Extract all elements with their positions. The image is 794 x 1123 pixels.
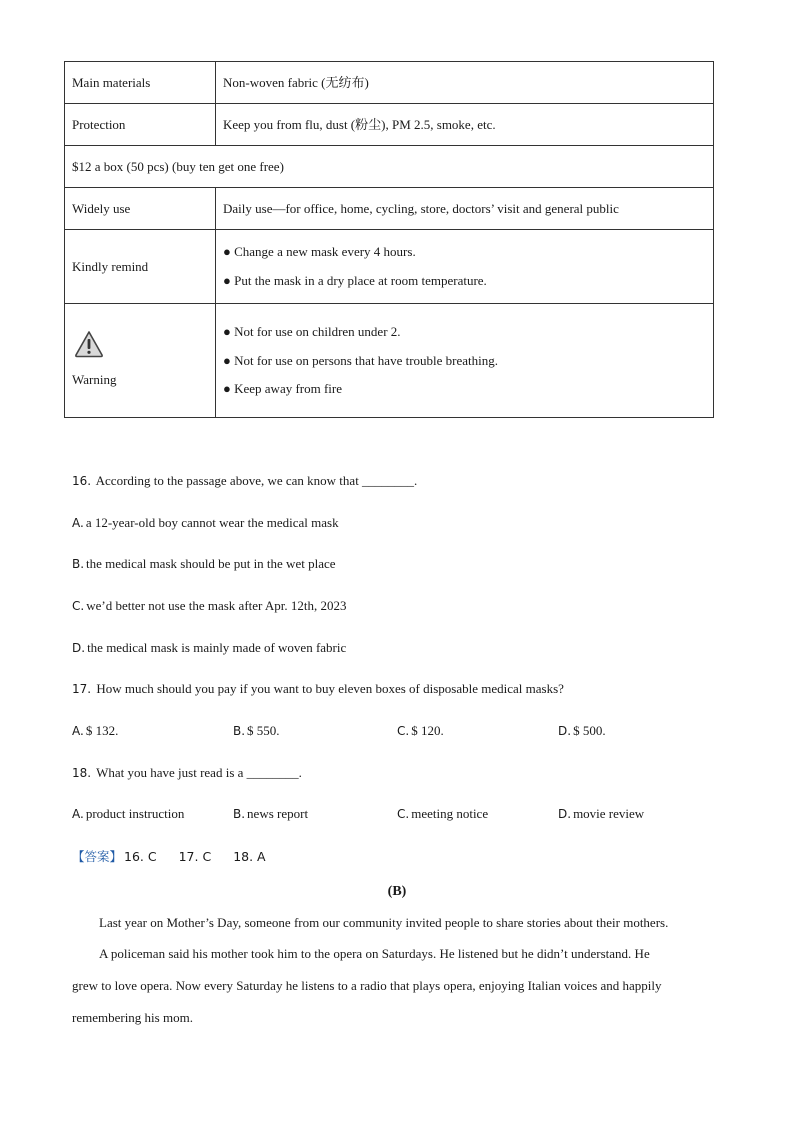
option-text: $ 500. — [573, 723, 606, 738]
option-text: $ 550. — [247, 723, 280, 738]
passage-line: remembering his mom. — [72, 1010, 193, 1025]
option-d — [558, 806, 644, 822]
option-label: D. — [72, 641, 86, 655]
row-label: Protection — [65, 104, 216, 146]
option-c — [397, 806, 488, 822]
option-label: B. — [233, 724, 246, 738]
product-info-table — [64, 61, 714, 418]
bullet-item: ● Change a new mask every 4 hours. — [223, 244, 416, 260]
bullet-item: ● Not for use on persons that have trouble breathing. — [223, 352, 499, 368]
option-d — [72, 640, 346, 656]
option-text: we’d better not use the mask after Apr. 12th, 2023 — [86, 598, 347, 613]
answer-item: 17. C — [178, 849, 212, 864]
option-a — [72, 806, 184, 822]
option-a — [72, 723, 118, 739]
warning-triangle-icon — [74, 330, 104, 358]
option-label: B. — [72, 557, 85, 571]
option-text: movie review — [573, 806, 645, 821]
question-stem: What you have just read is a ________. — [96, 765, 302, 780]
question-number: 16. — [72, 474, 92, 488]
passage-line: Last year on Mother’s Day, someone from our community invited people to share stories about their mothers. — [99, 915, 669, 930]
option-text: news report — [247, 806, 309, 821]
option-b — [233, 806, 308, 822]
option-text: the medical mask should be put in the wet place — [86, 556, 336, 571]
row-label: Main materials — [65, 62, 216, 104]
table-row — [65, 146, 714, 188]
table-row — [65, 230, 714, 304]
row-value — [216, 230, 714, 304]
answer-key — [72, 847, 266, 865]
option-label: D. — [558, 724, 572, 738]
option-text: $ 132. — [85, 723, 119, 738]
question-number: 18. — [72, 766, 92, 780]
row-value: Keep you from flu, dust (粉尘), PM 2.5, smoke, etc. — [216, 104, 714, 146]
option-label: A. — [72, 807, 84, 821]
answer-item: 18. A — [233, 849, 266, 864]
option-text: the medical mask is mainly made of woven fabric — [87, 640, 347, 655]
question-17 — [72, 681, 564, 697]
option-label: C. — [397, 807, 410, 821]
option-text: $ 120. — [411, 723, 444, 738]
bullet-item: ● Put the mask in a dry place at room temperature. — [223, 273, 487, 288]
table-row — [65, 104, 714, 146]
price-row: $12 a box (50 pcs) (buy ten get one free) — [65, 146, 714, 188]
row-value — [216, 304, 714, 418]
row-value: Non-woven fabric (无纺布) — [216, 62, 714, 104]
answer-tag: 【答案】 — [72, 849, 123, 864]
passage-line: A policeman said his mother took him to the opera on Saturdays. He listened but he didn’t understand. He — [99, 946, 650, 961]
row-label: Kindly remind — [65, 230, 216, 304]
row-label — [65, 304, 216, 418]
question-16 — [72, 473, 417, 489]
option-text: product instruction — [85, 806, 185, 821]
option-d — [558, 723, 606, 739]
option-a — [72, 515, 339, 531]
question-stem: How much should you pay if you want to buy eleven boxes of disposable medical masks? — [96, 681, 564, 696]
option-label: A. — [72, 516, 84, 530]
table-row — [65, 304, 714, 418]
row-value: Daily use—for office, home, cycling, store, doctors’ visit and general public — [216, 188, 714, 230]
question-stem: According to the passage above, we can know that ________. — [95, 473, 418, 488]
option-label: C. — [72, 599, 85, 613]
option-text: a 12-year-old boy cannot wear the medical mask — [85, 515, 339, 530]
option-c — [397, 723, 444, 739]
answer-item: 16. C — [124, 849, 157, 864]
option-b — [233, 723, 280, 739]
question-18 — [72, 765, 302, 781]
passage-line: grew to love opera. Now every Saturday he listens to a radio that plays opera, enjoying Italian voices and happily — [72, 978, 662, 993]
bullet-item: ● Not for use on children under 2. — [223, 324, 401, 340]
row-label: Widely use — [65, 188, 216, 230]
row-label: Warning — [72, 372, 117, 387]
option-text: meeting notice — [411, 806, 489, 821]
option-label: D. — [558, 807, 572, 821]
table-row — [65, 188, 714, 230]
bullet-item: ● Keep away from fire — [223, 381, 343, 397]
option-label: A. — [72, 724, 84, 738]
option-label: C. — [397, 724, 410, 738]
section-heading: (B) — [387, 884, 407, 899]
question-number: 17. — [72, 682, 92, 696]
table-row — [65, 62, 714, 104]
option-b — [72, 556, 336, 572]
option-c — [72, 598, 347, 614]
option-label: B. — [233, 807, 246, 821]
